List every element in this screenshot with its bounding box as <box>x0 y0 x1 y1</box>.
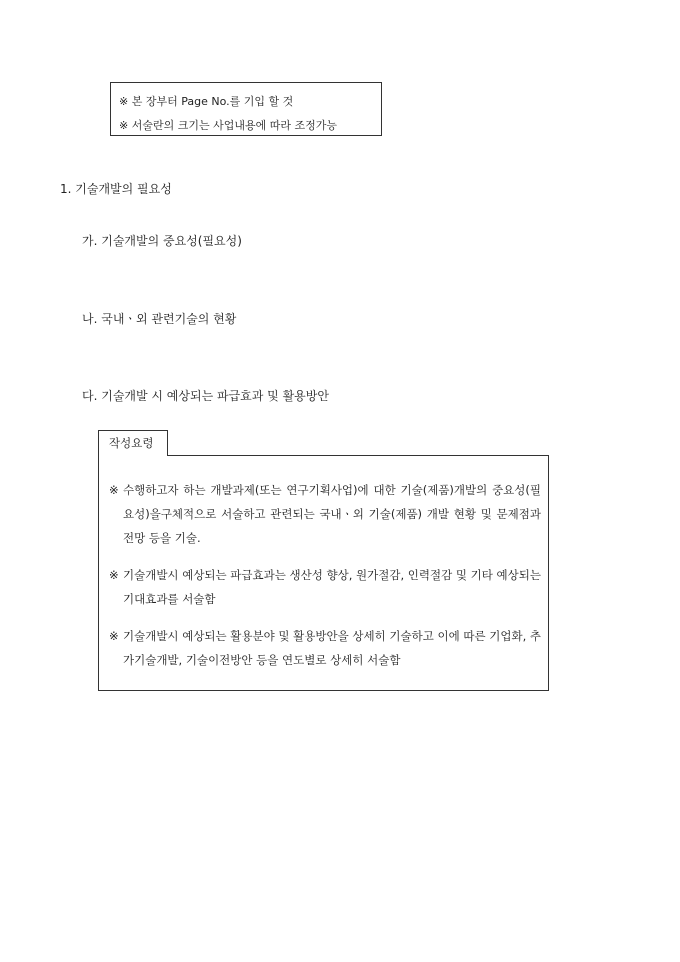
guide-item <box>109 478 541 550</box>
guide-item <box>109 624 541 672</box>
guide-box <box>98 455 549 691</box>
subsection-heading-status: 나. 국내ㆍ외 관련기술의 현황 <box>82 312 237 326</box>
subsection-heading-importance: 가. 기술개발의 중요성(필요성) <box>82 234 242 248</box>
section-title: 1. 기술개발의 필요성 <box>60 182 172 196</box>
guide-tab: 작성요령 <box>98 430 168 456</box>
reference-mark-icon: ※ <box>109 483 119 497</box>
guide-item-text: 기술개발시 예상되는 활용분야 및 활용방안을 상세히 기술하고 이에 따른 기업화, 추가기술개발, 기술이전방안 등을 연도별로 상세히 서술함 <box>123 629 541 667</box>
notice-page-number: ※ 본 장부터 Page No.를 기입 할 것 <box>119 95 294 108</box>
notice-box <box>110 82 382 136</box>
subsection-heading-effects: 다. 기술개발 시 예상되는 파급효과 및 활용방안 <box>82 389 329 403</box>
guide-item-text: 기술개발시 예상되는 파급효과는 생산성 향상, 원가절감, 인력절감 및 기타 예상되는 기대효과를 서술함 <box>123 568 541 606</box>
guide-item <box>109 563 541 611</box>
notice-adjustable-size: ※ 서술란의 크기는 사업내용에 따라 조정가능 <box>119 119 337 132</box>
reference-mark-icon: ※ <box>109 629 119 643</box>
guide-item-text: 수행하고자 하는 개발과제(또는 연구기획사업)에 대한 기술(제품)개발의 중요성(필요성)을구체적으로 서술하고 관련되는 국내ㆍ외 기술(제품) 개발 현황 및 문제점과 전망 등을 기술. <box>123 483 541 545</box>
reference-mark-icon: ※ <box>109 568 119 582</box>
